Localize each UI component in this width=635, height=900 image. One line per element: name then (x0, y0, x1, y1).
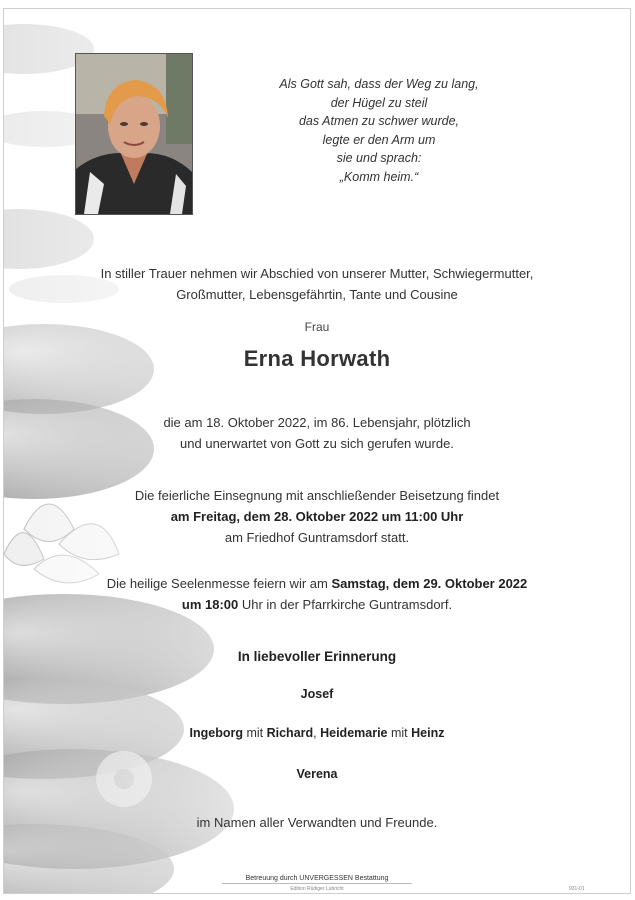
mourner-name: Verena (296, 767, 338, 781)
mass-line-1-text: Die heilige Seelenmesse feiern wir am (106, 576, 332, 591)
poem-line: legte er den Arm um (322, 132, 436, 147)
death-notice (4, 412, 630, 454)
portrait-photo (75, 53, 193, 215)
connector-text: mit (387, 726, 412, 740)
obituary-card (3, 8, 631, 894)
mass-line-2 (4, 594, 630, 615)
poem (254, 75, 504, 187)
death-line-2: und unerwartet von Gott zu sich gerufen wurde. (180, 436, 454, 451)
footer-edition: Edition Rüdiger Lubricht (290, 886, 344, 892)
poem-line: der Hügel zu steil (330, 95, 428, 110)
mourner-name: Richard (266, 726, 314, 740)
footer-divider (222, 883, 412, 884)
mourner-name: Heidemarie (320, 726, 388, 740)
separator-text: , (313, 726, 321, 740)
funeral-location: am Friedhof Guntramsdorf statt. (224, 530, 410, 545)
poem-line: das Atmen zu schwer wurde, (298, 114, 460, 129)
mass-time: um 18:00 (181, 597, 239, 612)
closing-text: im Namen aller Verwandten und Freunde. (196, 815, 438, 830)
mourner-family-row (4, 726, 630, 740)
intro-text (4, 263, 630, 305)
funeral-line-1: Die feierliche Einsegnung mit anschließender Beisetzung findet (134, 488, 500, 503)
footer-undertaker: Betreuung durch UNVERGESSEN Bestattung (245, 875, 389, 882)
mass-notice (4, 573, 630, 615)
funeral-notice (4, 485, 630, 548)
poem-line: „Komm heim.“ (339, 169, 419, 184)
connector-text: mit (243, 726, 267, 740)
mourner-name: Heinz (411, 726, 445, 740)
salutation: Frau (304, 320, 330, 334)
mass-line-1 (4, 573, 630, 594)
poem-line: Als Gott sah, dass der Weg zu lang, (279, 77, 479, 91)
mourners-heading: In liebevoller Erinnerung (237, 649, 397, 664)
mourner-name: Ingeborg (189, 726, 243, 740)
intro-line-2: Großmutter, Lebensgefährtin, Tante und Cousine (176, 287, 458, 302)
mass-location: Uhr in der Pfarrkirche Guntramsdorf. (238, 597, 453, 612)
mourner-name: Josef (300, 687, 334, 701)
footer-code: 931-01 (569, 886, 585, 892)
poem-line: sie und sprach: (336, 151, 422, 166)
death-line-1: die am 18. Oktober 2022, im 86. Lebensjahr, plötzlich (163, 415, 471, 430)
mass-date: Samstag, dem 29. Oktober 2022 (331, 576, 528, 591)
funeral-date-time: am Freitag, dem 28. Oktober 2022 um 11:00 Uhr (170, 509, 464, 524)
deceased-name: Erna Horwath (243, 346, 391, 371)
intro-line-1: In stiller Trauer nehmen wir Abschied von unserer Mutter, Schwiegermutter, (100, 266, 534, 281)
